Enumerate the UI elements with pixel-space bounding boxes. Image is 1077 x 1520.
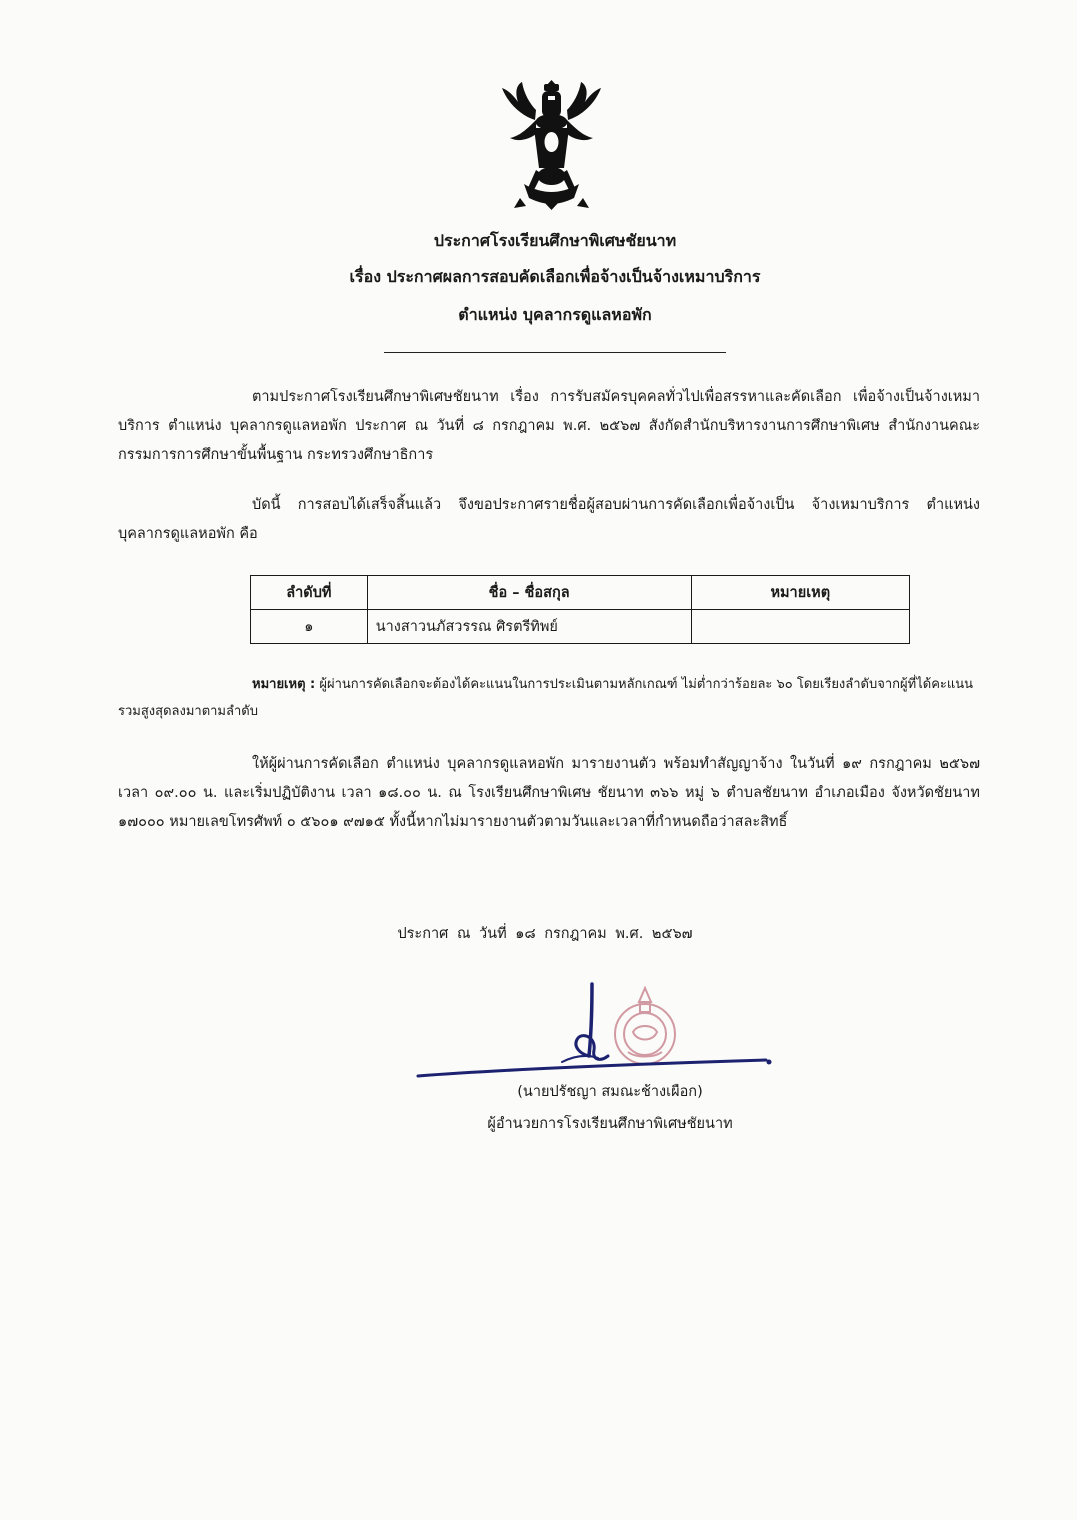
cell-order: ๑ (251, 610, 368, 644)
cell-remark (691, 610, 909, 644)
remark-label: หมายเหตุ : (252, 677, 316, 692)
signer-name: (นายปรัชญา สมณะช้างเผือก) (517, 1084, 703, 1100)
table-row (251, 610, 910, 644)
signer-title: ผู้อำนวยการโรงเรียนศึกษาพิเศษชัยนาท (487, 1116, 733, 1132)
column-header-name: ชื่อ – ชื่อสกุล (367, 576, 691, 610)
column-header-order: ลำดับที่ (251, 576, 368, 610)
result-table (250, 575, 910, 644)
paragraph-reference: ตามประกาศโรงเรียนศึกษาพิเศษชัยนาท เรื่อง การรับสมัครบุคคลทั่วไปเพื่อสรรหาและคัดเลือก เพื่อจ้างเป็นจ้างเหมาบริการ ตำแหน่ง บุคลากรดูแลหอพัก ประกาศ ณ วันที่ ๘ กรกฎาคม พ.ศ. ๒๕๖๗ สังกัดสำนักบริหารงานการศึกษาพิเศษ สำนักงานคณะกรรมการการศึกษาขั้นพื้นฐาน กระทรวงศึกษาธิการ (118, 389, 980, 463)
director-signature (414, 980, 774, 1080)
announcement-title: ประกาศโรงเรียนศึกษาพิเศษชัยนาท (433, 231, 677, 250)
announcement-subject: เรื่อง ประกาศผลการสอบคัดเลือกเพื่อจ้างเป็นจ้างเหมาบริการ (349, 267, 761, 286)
announcement-date: ประกาศ ณ วันที่ ๑๘ กรกฎาคม พ.ศ. ๒๕๖๗ (397, 926, 693, 942)
title-divider (384, 352, 726, 353)
remark-note (118, 671, 980, 725)
column-header-remark: หมายเหตุ (691, 576, 909, 610)
paragraph-result-intro: บัดนี้ การสอบได้เสร็จสิ้นแล้ว จึงขอประกาศรายชื่อผู้สอบผ่านการคัดเลือกเพื่อจ้างเป็น จ้างเหมาบริการ ตำแหน่ง บุคลากรดูแลหอพัก คือ (118, 497, 980, 542)
remark-text: ผู้ผ่านการคัดเลือกจะต้องได้คะแนนในการประเมินตามหลักเกณฑ์ ไม่ต่ำกว่าร้อยละ ๖๐ โดยเรียงลำดับจากผู้ที่ได้คะแนนรวมสูงสุดลงมาตามลำดับ (118, 677, 974, 719)
paragraph-reporting-instructions: ให้ผู้ผ่านการคัดเลือก ตำแหน่ง บุคลากรดูแลหอพัก มารายงานตัว พร้อมทำสัญญาจ้าง ในวันที่ ๑๙ กรกฎาคม ๒๕๖๗ เวลา ๐๙.๐๐ น. และเริ่มปฏิบัติงาน เวลา ๑๘.๐๐ น. ณ โรงเรียนศึกษาพิเศษ ชัยนาท ๓๖๖ หมู่ ๖ ตำบลชัยนาท อำเภอเมือง จังหวัดชัยนาท ๑๗๐๐๐ หมายเลขโทรศัพท์ ๐ ๕๖๐๑ ๙๗๑๕ ทั้งนี้หากไม่มารายงานตัวตามวันและเวลาที่กำหนดถือว่าสละสิทธิ์ (118, 756, 980, 830)
table-header-row (251, 576, 910, 610)
announcement-position: ตำแหน่ง บุคลากรดูแลหอพัก (458, 305, 652, 324)
garuda-emblem (484, 80, 619, 210)
cell-name: นางสาวนภัสวรรณ ศิรตรีทิพย์ (367, 610, 691, 644)
